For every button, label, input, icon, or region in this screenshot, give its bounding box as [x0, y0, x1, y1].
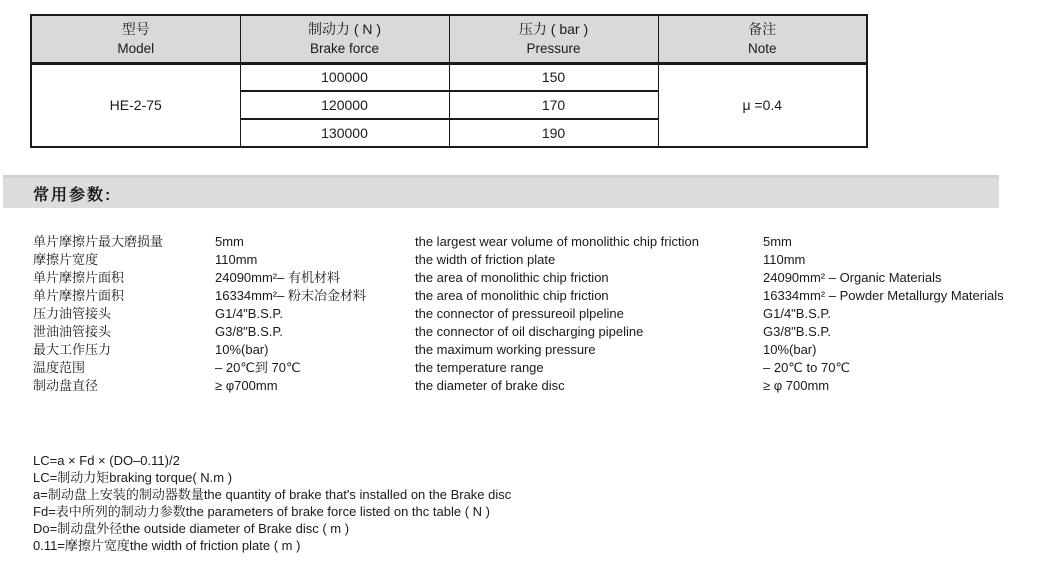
param-value-zh: 24090mm²– 有机材料 [215, 270, 340, 285]
param-value-zh: G1/4"B.S.P. [215, 306, 283, 321]
parameter-row [33, 233, 1043, 251]
formula-line: LC=制动力矩braking torque( N.m ) [33, 470, 233, 485]
param-value-en: G1/4"B.S.P. [763, 306, 831, 321]
section-title: 常用参数: [33, 186, 113, 204]
table-header-row [31, 15, 867, 63]
model-cell: HE-2-75 [31, 63, 240, 147]
param-value-zh: G3/8"B.S.P. [215, 324, 283, 339]
param-value-en: – 20℃ to 70℃ [763, 360, 851, 375]
param-label-en: the diameter of brake disc [415, 378, 565, 393]
param-label-zh: 单片摩擦片面积 [33, 270, 125, 285]
col-header-model [31, 15, 240, 63]
brake-force-cell: 100000 [240, 63, 449, 91]
spec-table-header [31, 15, 867, 63]
note-cell: μ =0.4 [658, 63, 867, 147]
formula-line: Do=制动盘外径the outside diameter of Brake disc ( m ) [33, 521, 350, 536]
param-label-zh: 单片摩擦片最大磨损量 [33, 234, 164, 249]
param-label-en: the connector of oil discharging pipeline [415, 324, 644, 339]
param-value-en: 16334mm² – Powder Metallurgy Materials [763, 288, 1004, 303]
param-label-zh: 压力油管接头 [33, 306, 112, 321]
table-row [31, 63, 867, 91]
parameter-row [33, 287, 1043, 305]
param-label-en: the connector of pressureoil plpeline [415, 306, 624, 321]
param-label-zh: 摩擦片宽度 [33, 252, 99, 267]
col-header-brake-force-en: Brake force [309, 41, 380, 57]
formula-notes [33, 452, 511, 554]
param-value-en: G3/8"B.S.P. [763, 324, 831, 339]
pressure-cell: 170 [449, 91, 658, 119]
col-header-model-en: Model [117, 41, 155, 57]
parameter-row [33, 359, 1043, 377]
param-value-en: 5mm [763, 234, 792, 249]
col-header-pressure-zh: 压力 ( bar ) [518, 21, 589, 38]
param-label-en: the temperature range [415, 360, 544, 375]
parameter-row [33, 377, 1043, 395]
param-label-en: the width of friction plate [415, 252, 556, 267]
param-label-en: the largest wear volume of monolithic chip friction [415, 234, 699, 249]
col-header-brake-force-zh: 制动力 ( N ) [307, 21, 382, 38]
parameter-row [33, 341, 1043, 359]
col-header-brake-force [240, 15, 449, 63]
spec-table [30, 14, 868, 148]
section-band [3, 175, 999, 208]
formula-line: 0.11=摩擦片宽度the width of friction plate ( m ) [33, 538, 301, 553]
parameters-list [33, 233, 1043, 395]
param-value-zh: 5mm [215, 234, 244, 249]
parameter-row [33, 305, 1043, 323]
param-label-zh: 制动盘直径 [33, 378, 99, 393]
parameter-row [33, 251, 1043, 269]
parameter-row [33, 269, 1043, 287]
param-value-zh: ≥ φ700mm [215, 378, 278, 393]
param-value-en: 24090mm² – Organic Materials [763, 270, 942, 285]
param-label-zh: 单片摩擦片面积 [33, 288, 125, 303]
param-label-zh: 泄油油管接头 [33, 324, 112, 339]
col-header-pressure-en: Pressure [526, 41, 581, 57]
col-header-note-zh: 备注 [748, 21, 777, 38]
param-value-en: 110mm [763, 252, 806, 267]
brake-force-cell: 120000 [240, 91, 449, 119]
col-header-note [658, 15, 867, 63]
spec-table-body [31, 63, 867, 147]
param-label-zh: 最大工作压力 [33, 342, 112, 357]
pressure-cell: 190 [449, 119, 658, 147]
brake-force-cell: 130000 [240, 119, 449, 147]
param-label-zh: 温度范围 [33, 360, 86, 375]
param-value-zh: 16334mm²– 粉末冶金材料 [215, 288, 366, 303]
param-value-en: ≥ φ 700mm [763, 378, 830, 393]
param-label-en: the maximum working pressure [415, 342, 596, 357]
formula-line: a=制动盘上安装的制动器数量the quantity of brake that's installed on the Brake disc [33, 487, 512, 502]
col-header-model-zh: 型号 [121, 21, 150, 38]
pressure-cell: 150 [449, 63, 658, 91]
formula-line: Fd=表中所列的制动力参数the parameters of brake force listed on thc table ( N ) [33, 504, 490, 519]
param-label-en: the area of monolithic chip friction [415, 270, 609, 285]
param-value-en: 10%(bar) [763, 342, 817, 357]
parameter-row [33, 323, 1043, 341]
param-value-zh: 10%(bar) [215, 342, 269, 357]
col-header-note-en: Note [747, 41, 777, 57]
col-header-pressure [449, 15, 658, 63]
param-value-zh: 110mm [215, 252, 258, 267]
formula-line: LC=a × Fd × (DO–0.11)/2 [33, 453, 180, 468]
param-value-zh: – 20℃到 70℃ [215, 360, 301, 375]
param-label-en: the area of monolithic chip friction [415, 288, 609, 303]
